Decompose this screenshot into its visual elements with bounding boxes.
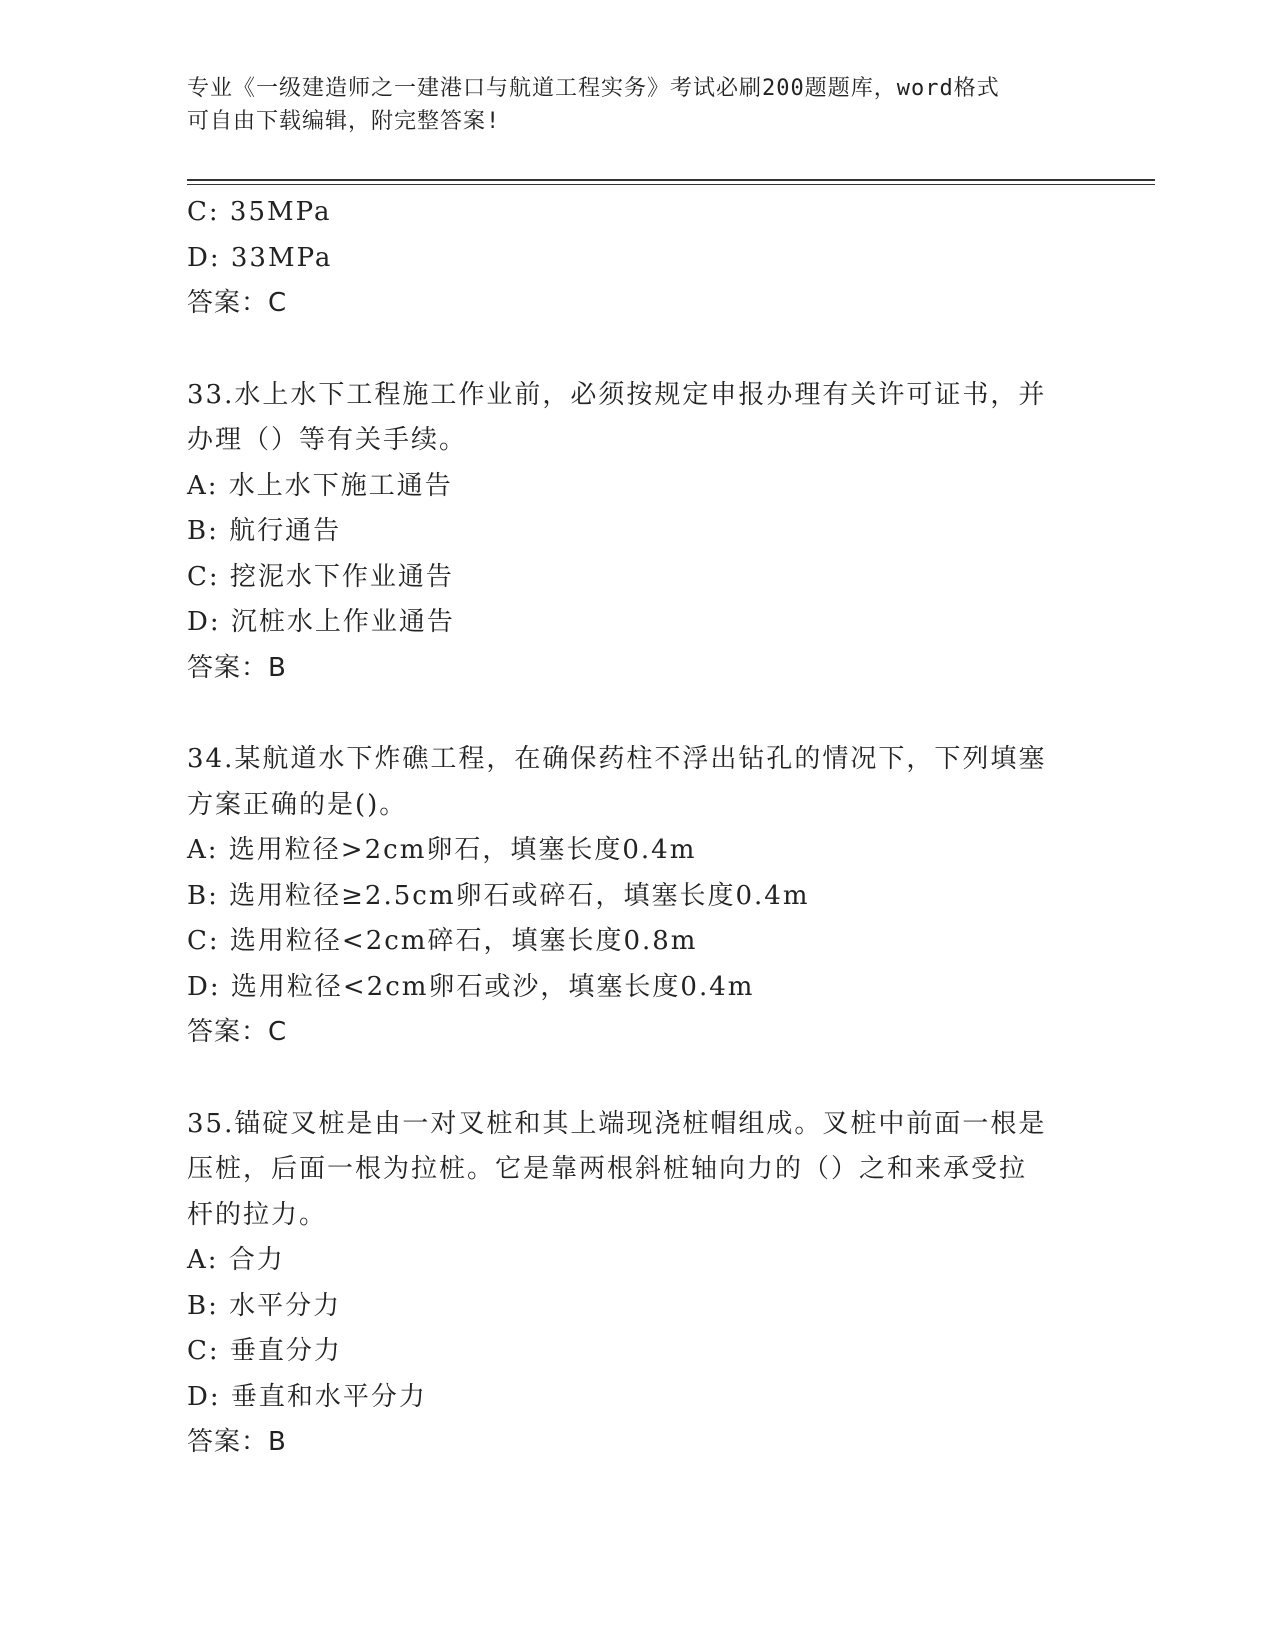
option-c: C: 垂直分力 xyxy=(187,1336,342,1366)
answer-line: 答案：B xyxy=(187,652,287,683)
option-a: A: 合力 xyxy=(187,1245,285,1275)
document-header xyxy=(187,72,1087,138)
header-rule-thin xyxy=(187,184,1155,185)
option-d: D: 垂直和水平分力 xyxy=(187,1381,427,1412)
document-body xyxy=(187,190,1087,1466)
question-stem-line: 33.水上水下工程施工作业前，必须按规定申报办理有关许可证书，并 xyxy=(187,379,1047,410)
question-stem-line: 压桩，后面一根为拉桩。它是靠两根斜桩轴向力的（）之和来承受拉 xyxy=(187,1154,1028,1184)
question-stem-line: 方案正确的是()。 xyxy=(187,789,408,820)
answer-line: 答案：B xyxy=(187,1427,287,1457)
option-b: B: 选用粒径≥2.5cm卵石或碎石，填塞长度0.4m xyxy=(187,880,810,911)
answer-line: 答案：C xyxy=(187,1017,288,1047)
question-stem-line: 35.锚碇叉桩是由一对叉桩和其上端现浇桩帽组成。叉桩中前面一根是 xyxy=(187,1108,1047,1139)
question-33 xyxy=(187,373,1087,692)
question-35 xyxy=(187,1102,1087,1466)
option-c: C: 挖泥水下作业通告 xyxy=(187,561,454,592)
option-c: C: 35MPa xyxy=(187,197,332,227)
option-b: B: 水平分力 xyxy=(187,1290,342,1321)
option-d: D: 选用粒径<2cm卵石或沙，填塞长度0.4m xyxy=(187,971,755,1002)
answer-line: 答案：C xyxy=(187,288,288,318)
question-stem-line: 杆的拉力。 xyxy=(187,1199,328,1230)
option-d: D: 33MPa xyxy=(187,242,333,273)
question-34 xyxy=(187,737,1087,1056)
option-b: B: 航行通告 xyxy=(187,516,342,546)
header-line-2: 可自由下载编辑，附完整答案! xyxy=(187,109,501,134)
header-line-1: 专业《一级建造师之一建港口与航道工程实务》考试必刷200题题库，word格式 xyxy=(187,76,1000,101)
option-c: C: 选用粒径<2cm碎石，填塞长度0.8m xyxy=(187,926,698,956)
header-rule-thick xyxy=(187,179,1155,181)
question-stem-line: 办理（）等有关手续。 xyxy=(187,425,468,455)
option-a: A: 选用粒径>2cm卵石，填塞长度0.4m xyxy=(187,835,697,865)
option-a: A: 水上水下施工通告 xyxy=(187,470,453,501)
question-stem-line: 34.某航道水下炸礁工程，在确保药柱不浮出钻孔的情况下，下列填塞 xyxy=(187,744,1047,774)
question-previous-tail xyxy=(187,190,1087,327)
option-d: D: 沉桩水上作业通告 xyxy=(187,607,455,637)
